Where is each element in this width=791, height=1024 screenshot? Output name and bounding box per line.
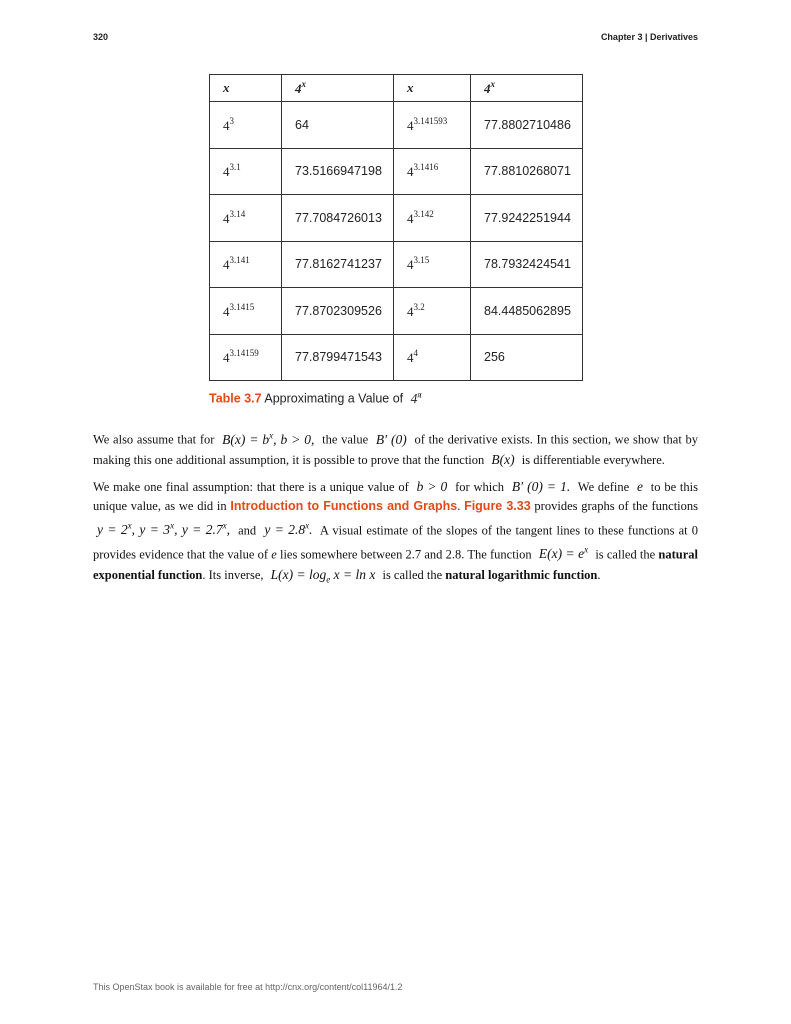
cell-power-exponent: 3.141593 (413, 115, 448, 126)
column-header (210, 75, 282, 102)
table-cell (282, 288, 394, 335)
cell-power (407, 208, 434, 226)
table-cell (394, 334, 471, 381)
table-row (210, 334, 583, 381)
math-expression (376, 432, 407, 447)
footer: This OpenStax book is available for free at http://cnx.org/content/col11964/1.2 (93, 982, 403, 992)
table-cell (394, 288, 471, 335)
table-cell (471, 148, 583, 195)
column-header (394, 75, 471, 102)
table-cell (282, 148, 394, 195)
approximation-table (209, 74, 583, 381)
caption-label: Table 3.7 (209, 391, 262, 406)
cell-value: 77.8810268071 (484, 164, 571, 179)
math-text: B′ (0) (375, 431, 407, 447)
cell-power-base: 4 (223, 164, 230, 180)
header-math-exponent: x (490, 79, 495, 89)
cell-power-base: 4 (407, 164, 414, 180)
math-text: L(x) = log (270, 566, 327, 582)
math-sup: x (269, 430, 274, 440)
cell-power-base: 4 (223, 257, 230, 273)
cell-power-base: 4 (223, 210, 230, 226)
table-cell (282, 241, 394, 288)
math-expression (270, 566, 376, 585)
table-caption (209, 390, 426, 407)
caption-math-base: 4 (410, 390, 418, 406)
math-text: B′ (0) = 1. (511, 478, 571, 494)
cell-power-base: 4 (223, 303, 230, 319)
cell-power-base: 4 (407, 303, 414, 319)
cell-value: 77.8162741237 (295, 257, 382, 272)
italic-symbol: e (271, 547, 277, 561)
math-sup: x (222, 520, 227, 531)
table-row (210, 241, 583, 288)
cell-power (223, 208, 246, 226)
cell-value: 78.7932424541 (484, 257, 571, 272)
math-text: y = 2.8 (264, 522, 306, 537)
math-text: E(x) = e (538, 546, 585, 561)
cell-value: 256 (484, 350, 505, 365)
math-text: B(x) = b (222, 431, 270, 447)
cell-power (223, 257, 250, 272)
math-expression (637, 479, 643, 494)
cell-power-exponent: 3.141 (229, 255, 250, 266)
caption-math (411, 391, 422, 406)
cell-power (407, 115, 448, 133)
math-expression (491, 452, 514, 467)
cell-power-base: 4 (407, 117, 414, 133)
cell-power (407, 301, 425, 319)
math-sub: e (326, 574, 331, 585)
cell-value: 77.8799471543 (295, 350, 382, 365)
table-cell (394, 148, 471, 195)
body-text (93, 426, 698, 596)
math-expression (539, 546, 588, 561)
cell-power (407, 257, 429, 272)
math-text: , b > 0, (273, 431, 315, 447)
cell-power-base: 4 (407, 257, 414, 273)
table-cell (471, 195, 583, 242)
header-math (407, 80, 414, 95)
bold-term: natural exponential function (93, 547, 698, 582)
cell-value: 84.4485062895 (484, 303, 571, 318)
table-row (210, 288, 583, 335)
table-cell (210, 334, 282, 381)
math-text: , y = 3 (131, 522, 171, 537)
cell-power-exponent: 3 (229, 115, 234, 126)
table-cell (210, 195, 282, 242)
math-sup: x (584, 544, 589, 555)
table-header-row (210, 75, 583, 102)
table-cell (282, 195, 394, 242)
cell-power (223, 115, 234, 133)
caption-text: Approximating a Value of (264, 391, 404, 406)
math-expression (222, 432, 314, 447)
cell-power-base: 4 (223, 350, 230, 366)
cell-power-exponent: 3.14 (229, 208, 246, 219)
cell-power-exponent: 3.15 (413, 255, 430, 266)
cell-value: 77.8802710486 (484, 117, 571, 132)
table-cell (394, 195, 471, 242)
table-row (210, 102, 583, 149)
math-expression (417, 479, 448, 494)
cell-power-exponent: 3.2 (413, 301, 425, 312)
header-math (295, 81, 306, 96)
cell-power-exponent: 3.1 (229, 162, 241, 173)
header-math (484, 81, 495, 96)
header-math (223, 80, 230, 95)
header-math-base: 4 (295, 81, 302, 96)
math-expression (264, 522, 312, 537)
table-cell (282, 102, 394, 149)
page-number: 320 (93, 32, 109, 42)
table-row (210, 195, 583, 242)
table-cell (210, 102, 282, 149)
cell-power-base: 4 (407, 350, 414, 366)
table-body (210, 102, 583, 381)
cell-value: 77.9242251944 (484, 210, 571, 225)
cell-power-exponent: 3.1415 (229, 301, 255, 312)
cell-value: 64 (295, 117, 309, 132)
math-text: , (226, 522, 230, 537)
column-header (471, 75, 583, 102)
table-cell (210, 288, 282, 335)
math-expression (97, 522, 230, 537)
cell-power-exponent: 3.1416 (413, 162, 439, 173)
table-cell (394, 241, 471, 288)
table-cell (394, 102, 471, 149)
cross-reference-link[interactable]: Introduction to Functions and Graphs (230, 499, 458, 513)
math-sup: x (305, 520, 310, 531)
header-math-base: 4 (484, 81, 491, 96)
cell-power-base: 4 (223, 117, 230, 133)
table-cell (471, 334, 583, 381)
cell-power (223, 301, 255, 319)
cell-value: 73.5166947198 (295, 164, 382, 179)
math-text: B(x) (491, 452, 515, 467)
cell-power-exponent: 3.142 (413, 208, 434, 219)
header-math-base: x (407, 80, 414, 95)
math-sup: x (170, 520, 175, 531)
cell-power (407, 350, 418, 365)
table-row (210, 148, 583, 195)
math-text: e (636, 478, 643, 494)
table-cell (471, 241, 583, 288)
math-text: y = 2 (97, 522, 128, 537)
cell-value: 77.7084726013 (295, 210, 382, 225)
cell-power (407, 164, 438, 179)
math-text: . (309, 522, 313, 537)
math-text: x = ln x (330, 566, 376, 582)
table-cell (210, 241, 282, 288)
cell-power-base: 4 (407, 210, 414, 226)
cell-power-exponent: 3.14159 (229, 348, 259, 359)
cell-power (223, 164, 241, 179)
math-sup: x (127, 520, 132, 531)
chapter-title: Chapter 3 | Derivatives (600, 32, 698, 42)
column-header (282, 75, 394, 102)
math-text: , y = 2.7 (174, 522, 223, 537)
bold-term: natural logarithmic function (445, 567, 598, 582)
cross-reference-link[interactable]: Figure 3.33 (464, 499, 531, 513)
caption-math-sup: π (417, 390, 422, 399)
cell-value: 77.8702309526 (295, 303, 382, 318)
header-math-exponent: x (301, 79, 306, 89)
math-text: b > 0 (416, 478, 448, 494)
math-expression (512, 479, 570, 494)
table-cell (282, 334, 394, 381)
cell-power (223, 350, 259, 365)
table-cell (210, 148, 282, 195)
table-cell (471, 102, 583, 149)
cell-power-exponent: 4 (413, 348, 418, 359)
paragraph: We make one final assumption: that there is a unique value of b > 0 for which B′ (0) = 1. We define e to be this unique value, as we did in Introduction to Functions and Graphs. Figure 3.33 provides graphs of the functions $y = 2^x$, $y = 3^x$, $y = 2.7^x$, and $y = 2.8^x$. A visual estimate of the slopes of the tangent lines to these functions at 0 provides evidence that the value of e lies somewhere between 2.7 and 2.8. The function $E(x) = e^x$ is called the natural exponential function. Its inverse, $L(x) = \log_e x = \ln x$ is called the natural logarithmic function. (93, 478, 699, 585)
paragraph: We also assume that for $B(x) = b^x$, b > 0, the value B′ (0) of the derivative exists. In this section, we show that by making this one additional assumption, it is possible to prove that the function B(x) is differentiable everywhere. (93, 430, 698, 467)
table-cell (471, 288, 583, 335)
header-math-base: x (223, 80, 230, 95)
